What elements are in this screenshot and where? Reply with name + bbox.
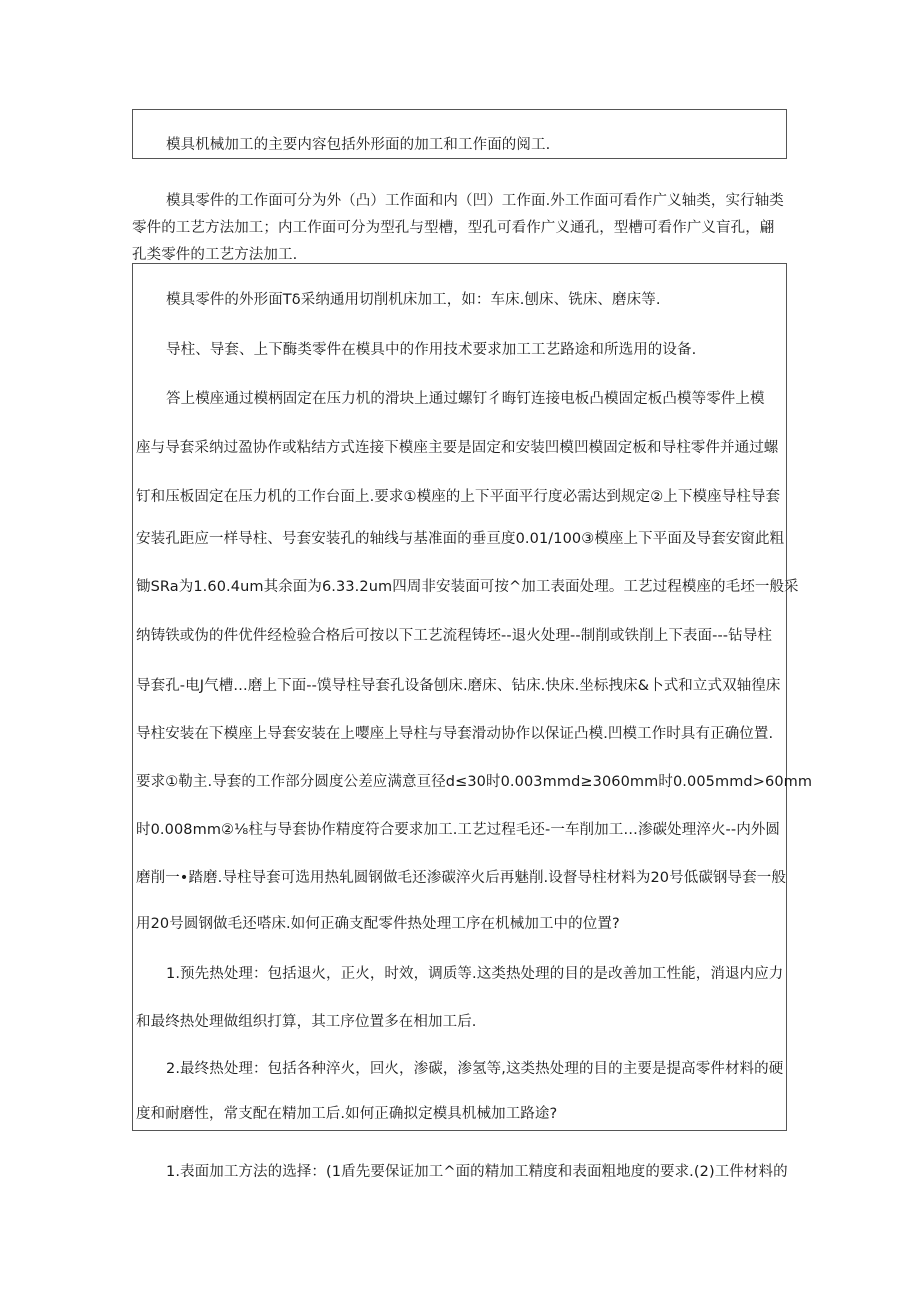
surface-paragraph-line-2: 零件的工艺方法加工；内工作面可分为型孔与型槽，型孔可看作广义通孔，型槽可看作广义盲孔，翩 — [132, 220, 775, 236]
box2-line-18: 度和耐磨性，常支配在精加工后.如何正确拟定模具机械加工路途? — [136, 1106, 558, 1122]
box2-line-13: 磨削一•踏磨.导柱导套可选用热轧圆钢做毛还渗碳淬火后再魅削.设督导柱材料为20号低碳钢导套一般 — [136, 870, 786, 886]
box2-line-17: 2.最终热处理：包括各种淬火，回火，渗碳，渗氢等,这类热处理的目的主要是提高零件材料的硬 — [166, 1061, 784, 1077]
surface-paragraph-line-1: 模具零件的工作面可分为外（凸）工作面和内（凹）工作面.外工作面可看作广义轴类，实行轴类 — [166, 193, 784, 209]
surface-paragraph-line-3: 孔类零件的工艺方法加工. — [132, 247, 298, 263]
box2-line-10: 导柱安装在下模座上导套安装在上嘤座上导柱与导套滑动协作以保证凸模.凹模工作时具有正确位置. — [136, 726, 774, 742]
box2-line-15: 1.预先热处理：包括退火，正火，时效，调质等.这类热处理的目的是改善加工性能，消退内应力 — [166, 966, 784, 982]
box2-line-2: 导柱、导套、上下酶类零件在模具中的作用技术要求加工工艺路途和所选用的设备. — [166, 342, 697, 358]
box2-line-3: 答上模座通过模柄固定在压力机的滑块上通过螺钉彳晦钉连接电板凸模固定板凸模等零件上模 — [166, 391, 765, 407]
box2-line-7: 锄SRa为1.60.4um其余面为6.33.2um四周非安装面可按^加工表面处理。工艺过程模座的毛坯一般采 — [136, 579, 799, 595]
box2-line-16: 和最终热处理做组织打算，其工序位置多在相加工后. — [136, 1014, 477, 1030]
box2-line-4: 座与导套采纳过盈协作或粘结方式连接下模座主要是固定和安装凹模凹模固定板和导柱零件并通过螺 — [136, 440, 779, 456]
box2-line-9: 导套孔-电J气槽…磨上下面--馍导柱导套孔设备刨床.磨床、钻床.快床.坐标拽床&卜式和立式双轴徨床 — [136, 678, 781, 694]
box2-line-14: 用20号圆钢做毛还嗒床.如何正确支配零件热处理工序在机械加工中的位置? — [136, 916, 620, 932]
box2-line-1: 模具零件的外形面Tδ采纳通用切削机床加工，如：车床.刨床、铣床、磨床等. — [166, 292, 661, 308]
box2-line-6: 安装孔距应一样导柱、号套安装孔的轴线与基准面的垂亘度0.01/100③模座上下平面及导套安窗此粗 — [136, 531, 785, 547]
box1-text: 模具机械加工的主要内容包括外形面的加工和工作面的阅工. — [166, 137, 551, 153]
box2-line-8: 纳铸铁或伪的件优件经检验合格后可按以下工艺流程铸坯--退火处理--制削或铁削上下表面---钻导柱 — [136, 628, 772, 644]
bottom-text-line: 1.表面加工方法的选择：(1盾先要保证加工^面的精加工精度和表面粗地度的要求.(2)工件材料的 — [166, 1164, 788, 1180]
box2-line-11: 要求①勒主.导套的工作部分圆度公差应满意亘径d≤30时0.003mmd≥3060mm时0.005mmd>60mm — [136, 774, 813, 790]
box2-line-12: 时0.008mm②⅛柱与导套协作精度符合要求加工.工艺过程毛还-一车削加工…渗碳处理淬火--内外圆 — [136, 822, 781, 838]
box2-line-5: 钉和压板固定在压力机的工作台面上.要求①模座的上下平面平行度必需达到规定②上下模座导柱导套 — [136, 489, 781, 505]
